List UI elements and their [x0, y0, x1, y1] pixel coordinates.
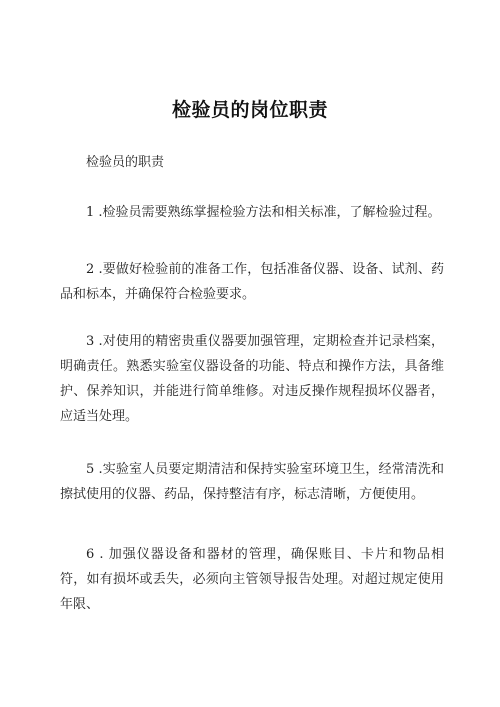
- paragraph-5: 5 .实验室人员要定期清洁和保持实验室环境卫生，经常清洗和擦拭使用的仪器、药品，保持整洁有序，标志清晰，方便使用。: [60, 462, 444, 502]
- paragraph-6: 6 . 加强仪器设备和器材的管理，确保账目、卡片和物品相符，如有损坏或丢失，必须向主管领导报告处理。对超过规定使用年限、: [60, 547, 444, 612]
- paragraph-3: 3 .对使用的精密贵重仪器要加强管理，定期检查并记录档案，明确责任。熟悉实验室仪器设备的功能、特点和操作方法，具备维护、保养知识，并能进行简单维修。对违反操作规程损坏仪器者，应适当处理。: [60, 334, 444, 424]
- section-heading: 检验员的职责: [86, 155, 165, 170]
- paragraph-1: 1 .检验员需要熟练掌握检验方法和相关标准，了解检验过程。: [86, 205, 441, 220]
- document-title: 检验员的岗位职责: [171, 99, 328, 121]
- paragraph-2: 2 .要做好检验前的准备工作，包括准备仪器、设备、试剂、药品和标本，并确保符合检验要求。: [60, 262, 444, 302]
